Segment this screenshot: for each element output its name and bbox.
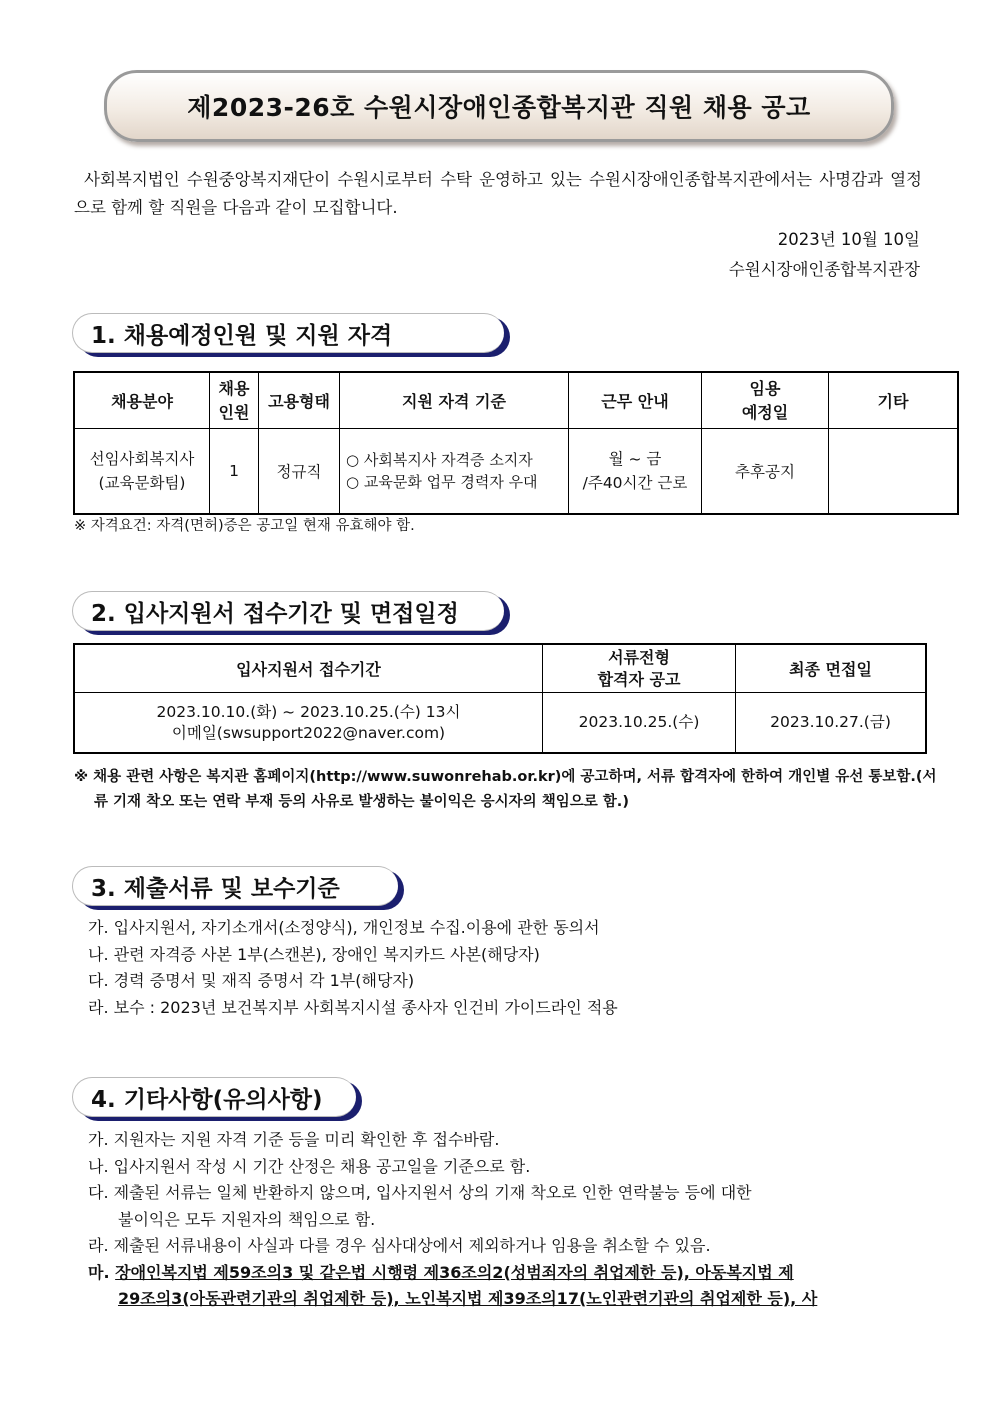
notice-title-box [104, 70, 894, 142]
list-item: 가. 지원자는 지원 자격 기준 등을 미리 확인한 후 접수바람. [88, 1130, 500, 1149]
list-item-continuation: 불이익은 모두 지원자의 책임으로 함. [118, 1209, 376, 1229]
qualification-item: ○ 교육문화 업무 경력자 우대 [346, 473, 538, 491]
section-4-heading-text: 4. 기타사항(유의사항) [91, 1086, 323, 1113]
section-1-heading-text: 1. 채용예정인원 및 지원 자격 [91, 322, 393, 349]
header-etc: 기타 [829, 372, 959, 429]
section-1-heading [72, 313, 504, 353]
section-3-heading [72, 866, 398, 906]
cell-start-date: 추후공지 [702, 429, 829, 515]
list-item: 다. 제출된 서류는 일체 반환하지 않으며, 입사지원서 상의 기재 착오로 인한 연락불능 등에 대한 [88, 1183, 752, 1202]
cell-work: 월 ~ 금 /주40시간 근로 [569, 429, 702, 515]
section-2-heading-text: 2. 입사지원서 접수기간 및 면접일정 [91, 600, 459, 627]
cell-etc [829, 429, 959, 515]
schedule-note: ※ 채용 관련 사항은 복지관 홈페이지(http://www.suwonrehab.or.kr)에 공고하며, 서류 합격자에 한하여 개인별 유선 통보함.(서류 기재 착오 또는 연락 부재 등의 사유로 발생하는 불이익은 응시자의 책임으로 함.) [74, 769, 937, 810]
header-document-result: 서류전형 합격자 공고 [543, 644, 736, 693]
header-interview-date: 최종 면접일 [736, 644, 927, 693]
notes-list [88, 1127, 922, 1313]
list-item: 나. 관련 자격증 사본 1부(스캔본), 장애인 복지카드 사본(해당자) [88, 944, 540, 964]
notice-date: 2023년 10월 10일 [777, 230, 920, 249]
list-item: 라. 보수 : 2023년 보건복지부 사회복지시설 종사자 인건비 가이드라인 적용 [88, 997, 618, 1017]
schedule-table [73, 643, 927, 754]
ma-line-1: 장애인복지법 제59조의3 및 같은법 시행령 제36조의2(성범죄자의 취업제한 등), 아동복지법 제 [115, 1262, 794, 1282]
list-item: 나. 입사지원서 작성 시 기간 산정은 채용 공고일을 기준으로 함. [88, 1156, 531, 1176]
section-2-heading [72, 591, 504, 631]
intro-paragraph: 사회복지법인 수원중앙복지재단이 수원시로부터 수탁 운영하고 있는 수원시장애인종합복지관에서는 사명감과 열정으로 함께 할 직원을 다음과 같이 모집합니다. [74, 170, 922, 217]
cell-field: 선임사회복지사 (교육문화팀) [74, 429, 210, 515]
header-start-date: 임용 예정일 [702, 372, 829, 429]
cell-count: 1 [210, 429, 259, 515]
table-row [74, 429, 958, 515]
header-work: 근무 안내 [569, 372, 702, 429]
section-4-heading [72, 1077, 356, 1117]
notice-signer: 수원시장애인종합복지관장 [728, 260, 920, 279]
list-item-ma [88, 1260, 922, 1287]
cell-document-result: 2023.10.25.(수) [543, 693, 736, 754]
header-qualifications: 지원 자격 기준 [340, 372, 569, 429]
header-application-period: 입사지원서 접수기간 [74, 644, 543, 693]
cell-interview-date: 2023.10.27.(금) [736, 693, 927, 754]
recruitment-table [73, 371, 959, 515]
table-header-row [74, 372, 958, 429]
qualification-note: ※ 자격요건: 자격(면허)증은 공고일 현재 유효해야 함. [74, 518, 415, 534]
ma-prefix: 마. [88, 1262, 110, 1282]
header-count: 채용 인원 [210, 372, 259, 429]
documents-list [88, 915, 922, 1021]
ma-line-2: 29조의3(아동관련기관의 취업제한 등), 노인복지법 제39조의17(노인관련기관의 취업제한 등), 사 [118, 1289, 818, 1308]
qualification-item: ○ 사회복지사 자격증 소지자 [346, 451, 533, 469]
table-row [74, 693, 926, 754]
header-field: 채용분야 [74, 372, 210, 429]
list-item: 가. 입사지원서, 자기소개서(소정양식), 개인정보 수집.이용에 관한 동의서 [88, 918, 600, 937]
notice-title: 제2023-26호 수원시장애인종합복지관 직원 채용 공고 [187, 93, 811, 122]
list-item: 라. 제출된 서류내용이 사실과 다를 경우 심사대상에서 제외하거나 임용을 취소할 수 있음. [88, 1236, 711, 1255]
cell-application-period: 2023.10.10.(화) ~ 2023.10.25.(수) 13시 이메일(swsupport2022@naver.com) [74, 693, 543, 754]
section-3-heading-text: 3. 제출서류 및 보수기준 [91, 875, 340, 902]
table-header-row [74, 644, 926, 693]
cell-qualifications [340, 429, 569, 515]
list-item-continuation [88, 1286, 922, 1313]
header-type: 고용형태 [259, 372, 340, 429]
list-item: 다. 경력 증명서 및 재직 증명서 각 1부(해당자) [88, 971, 415, 990]
cell-type: 정규직 [259, 429, 340, 515]
